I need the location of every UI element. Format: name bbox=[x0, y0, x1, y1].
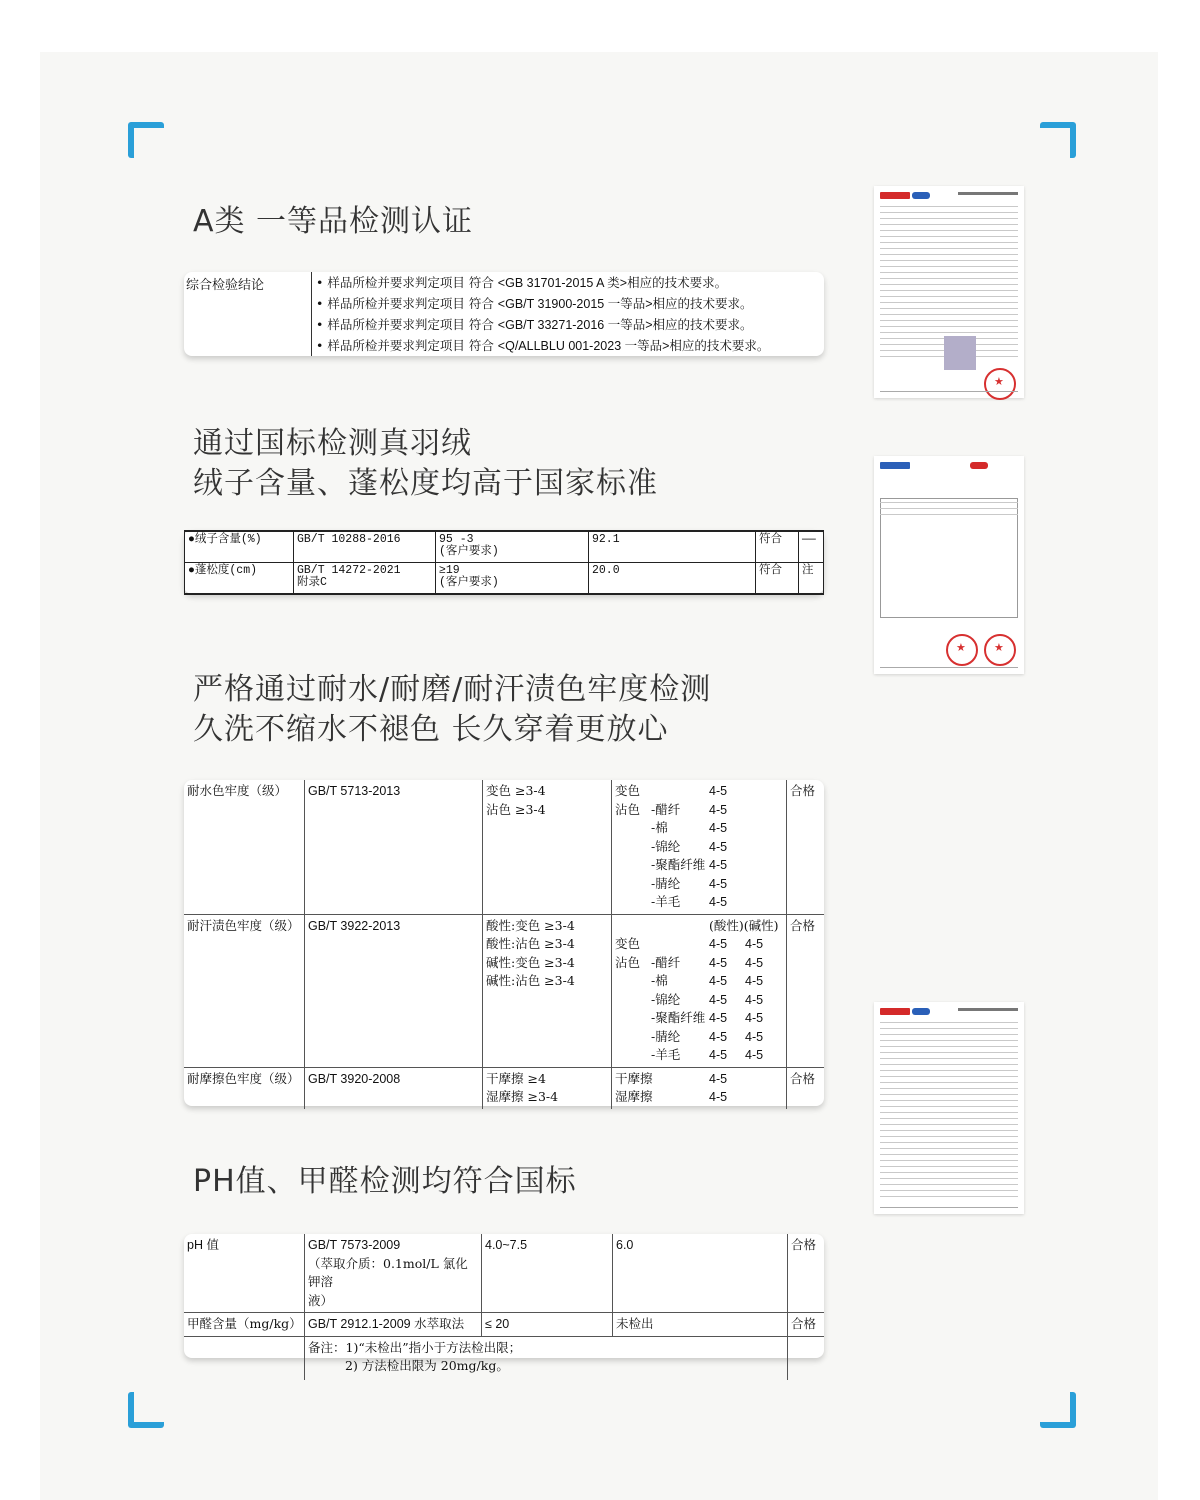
conclusion-line: • 样品所检并要求判定项目 符合 <GB/T 31900-2015 一等品>相应的技术要求。 bbox=[316, 296, 753, 311]
table-row: ●蓬松度(cm) GB/T 14272-2021 附录C ≥19 (客户要求) 20.0 符合 注 bbox=[185, 563, 824, 595]
section-title-down: 通过国标检测真羽绒 绒子含量、蓬松度均高于国家标准 bbox=[193, 426, 658, 501]
table-row: pH 值 GB/T 7573-2009 （萃取介质：0.1mol/L 氯化钾溶 液） 4.0~7.5 6.0 合格 bbox=[184, 1234, 824, 1313]
corner-bracket-top-left bbox=[128, 122, 164, 158]
table-row: 耐摩擦色牢度（级） GB/T 3920-2008 干摩擦 ≥4 湿摩擦 ≥3-4 干摩擦 4-5 湿摩擦 4-5 合格 bbox=[184, 1067, 824, 1109]
report-header bbox=[878, 1006, 1020, 1018]
conclusion-card bbox=[184, 272, 824, 356]
section-title-ph-formaldehyde: PH值、甲醛检测均符合国标 bbox=[193, 1164, 577, 1199]
conclusion-label: 综合检验结论 bbox=[184, 272, 312, 356]
conclusion-line: • 样品所检并要求判定项目 符合 <Q/ALLBLU 001-2023 一等品>相应的技术要求。 bbox=[316, 338, 770, 353]
table-row bbox=[184, 1336, 824, 1380]
report-rows bbox=[880, 1022, 1018, 1202]
corner-bracket-bottom-left bbox=[128, 1392, 164, 1428]
note-line: 2) 方法检出限为 20mg/kg。 bbox=[345, 1358, 509, 1373]
table-row: 耐水色牢度（级） GB/T 5713-2013 变色 ≥3-4 沾色 ≥3-4 变色 4-5 沾色 -醋纤 4-5 -棉 4-5 -锦纶 4-5 -聚酯纤维 4-5 -腈纶 4-5 -羊毛 4-5 合格 bbox=[184, 780, 824, 914]
ph-formaldehyde-card bbox=[184, 1234, 824, 1373]
conclusion-line: • 样品所检并要求判定项目 符合 <GB 31701-2015 A 类>相应的技术要求。 bbox=[316, 275, 728, 290]
section-title-colorfastness: 严格通过耐水/耐磨/耐汗渍色牢度检测 久洗不缩水不褪色 长久穿着更放心 bbox=[193, 672, 712, 747]
ph-formaldehyde-table bbox=[184, 1234, 824, 1380]
table-row: ●绒子含量(%) GB/T 10288-2016 95 -3 (客户要求) 92.1 符合 —— bbox=[185, 531, 824, 563]
seal-stamp bbox=[946, 634, 978, 666]
report-header bbox=[878, 460, 1020, 472]
section-title-grade-a: A类 一等品检测认证 bbox=[193, 204, 474, 239]
report-thumbnail-1 bbox=[874, 186, 1024, 398]
table-row: 甲醛含量（mg/kg） GB/T 2912.1-2009 水萃取法 ≤ 20 未检出 合格 bbox=[184, 1313, 824, 1337]
down-test-table bbox=[184, 530, 824, 595]
report-thumbnail-2 bbox=[874, 456, 1024, 674]
seal-stamp bbox=[984, 634, 1016, 666]
conclusion-line: • 样品所检并要求判定项目 符合 <GB/T 33271-2016 一等品>相应的技术要求。 bbox=[316, 317, 753, 332]
report-thumbnail-3 bbox=[874, 1002, 1024, 1214]
report-header bbox=[878, 190, 1020, 202]
conclusion-lines bbox=[316, 272, 769, 356]
seal-stamp bbox=[984, 368, 1016, 400]
note-line: 备注：1)“未检出”指小于方法检出限； bbox=[308, 1339, 522, 1355]
sample-photo bbox=[944, 336, 976, 370]
corner-bracket-top-right bbox=[1040, 122, 1076, 158]
corner-bracket-bottom-right bbox=[1040, 1392, 1076, 1428]
table-row: 耐汗渍色牢度（级） GB/T 3922-2013 酸性:变色 ≥3-4 酸性:沾色 ≥3-4 碱性:变色 ≥3-4 碱性:沾色 ≥3-4 (酸性)(碱性) 变色 4-5 4-5 沾色 -醋纤 4-5 4-5 -棉 4-5 4-5 -锦纶 4-5 4-5 -聚酯纤维 4-5 4-5 -腈纶 4-5 4-5 -羊毛 4-5 4-5 合格 bbox=[184, 914, 824, 1067]
down-test-card bbox=[184, 530, 824, 594]
colorfastness-table bbox=[184, 780, 824, 1109]
colorfastness-card bbox=[184, 780, 824, 1106]
